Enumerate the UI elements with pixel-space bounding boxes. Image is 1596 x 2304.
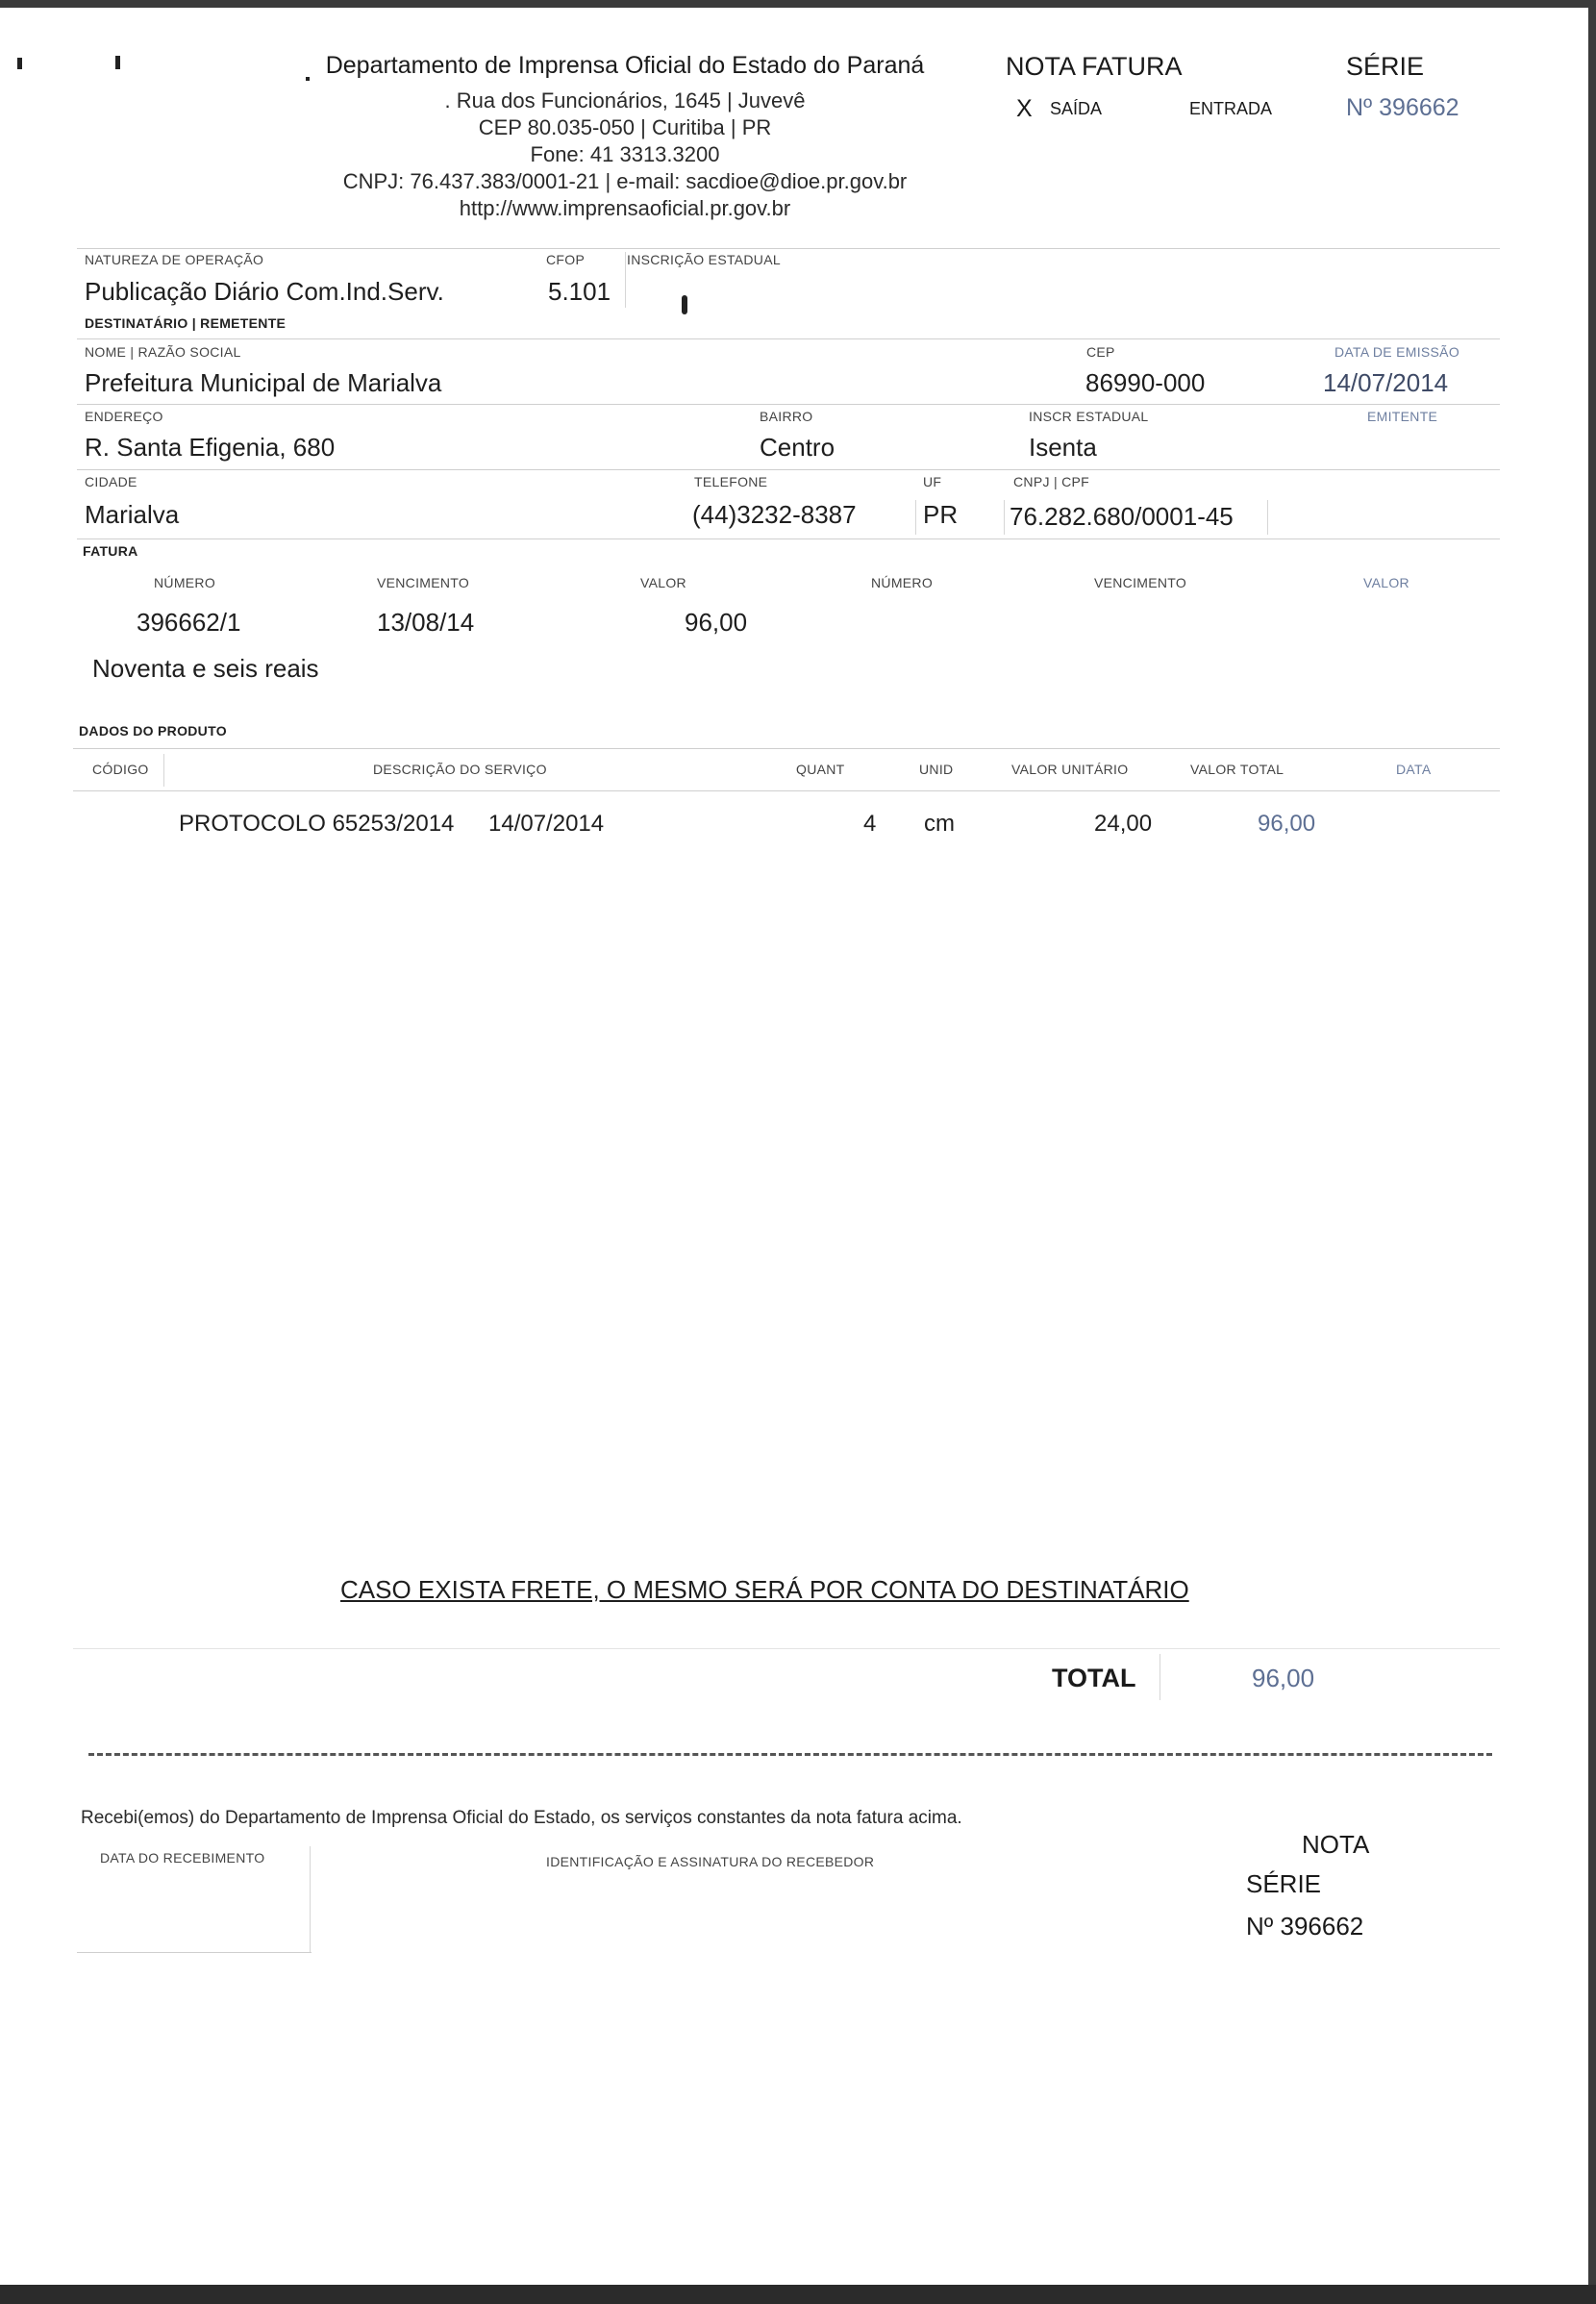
cut-line [88,1753,1492,1756]
natureza-label: NATUREZA DE OPERAÇÃO [85,252,264,267]
scan-edge-top [0,0,1596,8]
produto-unid: cm [924,811,955,837]
scan-speck [115,56,120,69]
emitente-label: EMITENTE [1367,409,1438,424]
divider [1004,500,1005,535]
produto-section-label: DADOS DO PRODUTO [79,723,227,739]
receipt-serie-label: SÉRIE [1246,1869,1322,1898]
issuer-cnpj-email: CNPJ: 76.437.383/0001-21 | e-mail: sacdioe@dioe.pr.gov.br [342,169,908,193]
valor-total-label: VALOR TOTAL [1190,762,1284,777]
produto-valor-total: 96,00 [1258,811,1316,837]
fatura-numero-label: NÚMERO [154,575,216,590]
valor-unitario-label: VALOR UNITÁRIO [1011,762,1129,777]
produto-data: 14/07/2014 [488,811,605,837]
receipt-number: Nº 396662 [1246,1912,1364,1941]
saida-label: SAÍDA [1050,99,1103,118]
recipient-section-label: DESTINATÁRIO | REMETENTE [85,315,287,331]
divider [163,754,164,787]
total-label: TOTAL [1052,1664,1136,1692]
produto-valor-unitario: 24,00 [1094,811,1153,837]
receipt-statement: Recebi(emos) do Departamento de Imprensa Oficial do Estado, os serviços constantes da nota fatura acima. [81,1808,962,1828]
telefone-value: (44)3232-8387 [692,500,857,529]
scan-speck [682,295,687,314]
cidade-label: CIDADE [85,474,137,489]
fatura-extenso: Noventa e seis reais [92,654,319,683]
scan-edge-bottom [0,2285,1596,2304]
fatura-numero-label-2: NÚMERO [871,575,934,590]
inscr-label: INSCR ESTADUAL [1029,409,1149,424]
issuer-website: http://www.imprensaoficial.pr.gov.br [459,196,791,220]
telefone-label: TELEFONE [694,474,768,489]
divider [77,248,1500,249]
nome-label: NOME | RAZÃO SOCIAL [85,344,241,360]
divider [77,1952,312,1953]
scan-edge-right [1588,0,1596,2304]
endereco-value: R. Santa Efigenia, 680 [85,433,336,462]
produto-descricao: PROTOCOLO 65253/2014 [179,811,455,837]
divider [73,748,1500,749]
receipt-assinatura-label: IDENTIFICAÇÃO E ASSINATURA DO RECEBEDOR [546,1854,875,1869]
fatura-vencimento-value: 13/08/14 [377,608,475,637]
natureza-value: Publicação Diário Com.Ind.Serv. [85,277,444,306]
cnpj-label: CNPJ | CPF [1013,474,1089,489]
divider [77,538,1500,539]
inscricao-label: INSCRIÇÃO ESTADUAL [627,252,781,267]
divider [77,469,1500,470]
divider [73,790,1500,791]
divider [77,338,1500,339]
cidade-value: Marialva [85,500,180,529]
unid-label: UNID [919,762,954,777]
issuer-name: Departamento de Imprensa Oficial do Estado do Paraná [325,52,925,79]
frete-notice: CASO EXISTA FRETE, O MESMO SERÁ POR CONTA DO DESTINATÁRIO [340,1575,1189,1604]
data-label: DATA [1396,762,1432,777]
endereco-label: ENDEREÇO [85,409,163,424]
fatura-section-label: FATURA [83,543,138,559]
uf-label: UF [923,474,942,489]
uf-value: PR [923,500,959,529]
divider [310,1846,311,1952]
cep-label: CEP [1086,344,1115,360]
cfop-value: 5.101 [548,277,611,306]
receipt-nota-label: NOTA [1302,1830,1370,1859]
saida-mark: X [1016,95,1033,122]
issuer-phone: Fone: 41 3313.3200 [530,142,720,166]
bairro-label: BAIRRO [760,409,813,424]
nome-value: Prefeitura Municipal de Marialva [85,368,442,397]
emissao-value: 14/07/2014 [1323,368,1449,397]
doc-number: Nº 396662 [1346,94,1459,121]
divider [915,500,916,535]
inscr-value: Isenta [1029,433,1097,462]
receipt-data-label: DATA DO RECEBIMENTO [100,1850,265,1866]
fatura-valor-value: 96,00 [685,608,748,637]
divider [73,1648,1500,1649]
divider [77,404,1500,405]
doc-serie-label: SÉRIE [1346,52,1425,81]
doc-title: NOTA FATURA [1006,52,1183,81]
bairro-value: Centro [760,433,835,462]
codigo-label: CÓDIGO [92,762,149,777]
divider [625,252,626,308]
issuer-cep-city: CEP 80.035-050 | Curitiba | PR [478,115,772,139]
descricao-label: DESCRIÇÃO DO SERVIÇO [373,762,547,777]
quant-label: QUANT [796,762,845,777]
divider [1267,500,1268,535]
fatura-vencimento-label-2: VENCIMENTO [1094,575,1187,590]
issuer-address: . Rua dos Funcionários, 1645 | Juvevê [444,88,806,113]
fatura-valor-label-2: VALOR [1363,575,1409,590]
fatura-numero-value: 396662/1 [137,608,241,637]
cfop-label: CFOP [546,252,586,267]
cnpj-value: 76.282.680/0001-45 [1010,502,1234,531]
total-value: 96,00 [1252,1664,1315,1692]
emissao-label: DATA DE EMISSÃO [1334,344,1460,360]
entrada-label: ENTRADA [1189,99,1273,118]
scan-speck [17,58,22,69]
cep-value: 86990-000 [1085,368,1206,397]
fatura-valor-label: VALOR [640,575,686,590]
produto-quant: 4 [863,811,877,837]
fatura-vencimento-label: VENCIMENTO [377,575,470,590]
